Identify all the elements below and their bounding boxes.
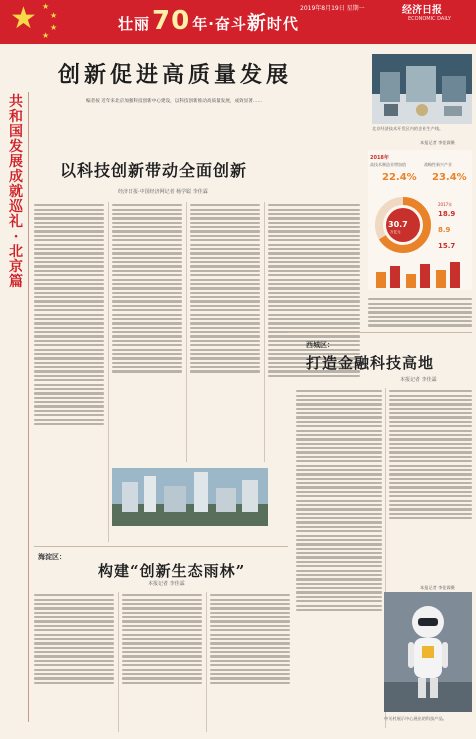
city-photo bbox=[112, 468, 268, 526]
small-star-icon: ★ bbox=[50, 23, 58, 32]
article3-column bbox=[122, 592, 202, 732]
issue-date: 2019年8月19日 星期一 bbox=[300, 5, 365, 12]
column-rule bbox=[186, 202, 187, 462]
article2-headline: 打造金融科技高地 bbox=[306, 354, 435, 372]
robot-photo bbox=[384, 592, 472, 712]
newspaper-name: 经济日报 bbox=[402, 5, 442, 16]
info-bar-chart bbox=[372, 258, 468, 288]
info-percent: 23.4% bbox=[432, 172, 467, 183]
newspaper-subtitle: ECONOMIC DAILY bbox=[408, 16, 451, 22]
photo-credit: 本报记者 李佳霖摄 bbox=[420, 140, 455, 145]
series-title: 共和国发展成就巡礼·北京篇 bbox=[9, 94, 23, 290]
small-star-icon: ★ bbox=[50, 11, 58, 20]
info-value: 8.9 bbox=[438, 226, 451, 234]
article3-column bbox=[210, 592, 290, 732]
article2-column bbox=[296, 388, 382, 728]
info-unit: 万亿元 bbox=[390, 230, 401, 234]
infographic-panel bbox=[368, 150, 472, 290]
anniversary-title: 壮丽70 年·奋斗新时代 bbox=[118, 6, 299, 36]
article1-headline: 以科技创新带动全面创新 bbox=[60, 161, 248, 180]
small-star-icon: ★ bbox=[42, 31, 50, 40]
factory-photo bbox=[372, 54, 472, 124]
article1-byline: 经济日报·中国经济网记者 杨学聪 李佳霖 bbox=[118, 189, 208, 195]
main-headline: 创新促进高质量发展 bbox=[58, 62, 293, 88]
article1-column bbox=[112, 202, 182, 462]
column-rule bbox=[264, 202, 265, 462]
article2-column bbox=[389, 388, 472, 588]
info-value: 18.9 bbox=[438, 210, 456, 218]
article1-column bbox=[368, 296, 472, 346]
article2-byline: 本报记者 李佳霖 bbox=[400, 377, 437, 383]
editor-note: 编者按 近年来北京加强科技创新中心建设，以科技创新推动高质量发展，成效显著…… bbox=[86, 99, 263, 104]
info-year-label: 2018年 bbox=[370, 155, 389, 161]
section-rule bbox=[34, 546, 288, 547]
photo-caption: 中关村展示中心展出的科技产品。 bbox=[384, 716, 447, 721]
section-rule bbox=[288, 332, 472, 333]
article1-column bbox=[190, 202, 260, 462]
article2-district-tag: 西城区： bbox=[306, 341, 334, 349]
column-rule bbox=[108, 202, 109, 542]
article3-district-tag: 海淀区： bbox=[38, 553, 66, 561]
info-value: 15.7 bbox=[438, 242, 456, 250]
photo-credit: 本报记者 李佳霖摄 bbox=[420, 585, 455, 590]
masthead-banner bbox=[0, 0, 476, 44]
column-rule bbox=[206, 592, 207, 732]
info-percent: 22.4% bbox=[382, 172, 417, 183]
large-star-icon: ★ bbox=[10, 1, 37, 36]
article3-column bbox=[34, 592, 114, 732]
photo-caption: 北京经济技术开发区内的企业生产线。 bbox=[372, 126, 444, 131]
info-label: 战略性新兴产业 bbox=[424, 162, 452, 167]
article1-column bbox=[34, 202, 104, 542]
column-divider bbox=[28, 92, 29, 722]
info-year-label: 2017年 bbox=[438, 202, 453, 207]
column-rule bbox=[118, 592, 119, 732]
small-star-icon: ★ bbox=[42, 2, 50, 11]
article3-headline: 构建“创新生态雨林” bbox=[98, 562, 246, 580]
info-label: 高技术制造业增加值 bbox=[370, 162, 406, 167]
info-value: 30.7 bbox=[388, 220, 408, 229]
article3-byline: 本报记者 李佳霖 bbox=[148, 581, 185, 587]
